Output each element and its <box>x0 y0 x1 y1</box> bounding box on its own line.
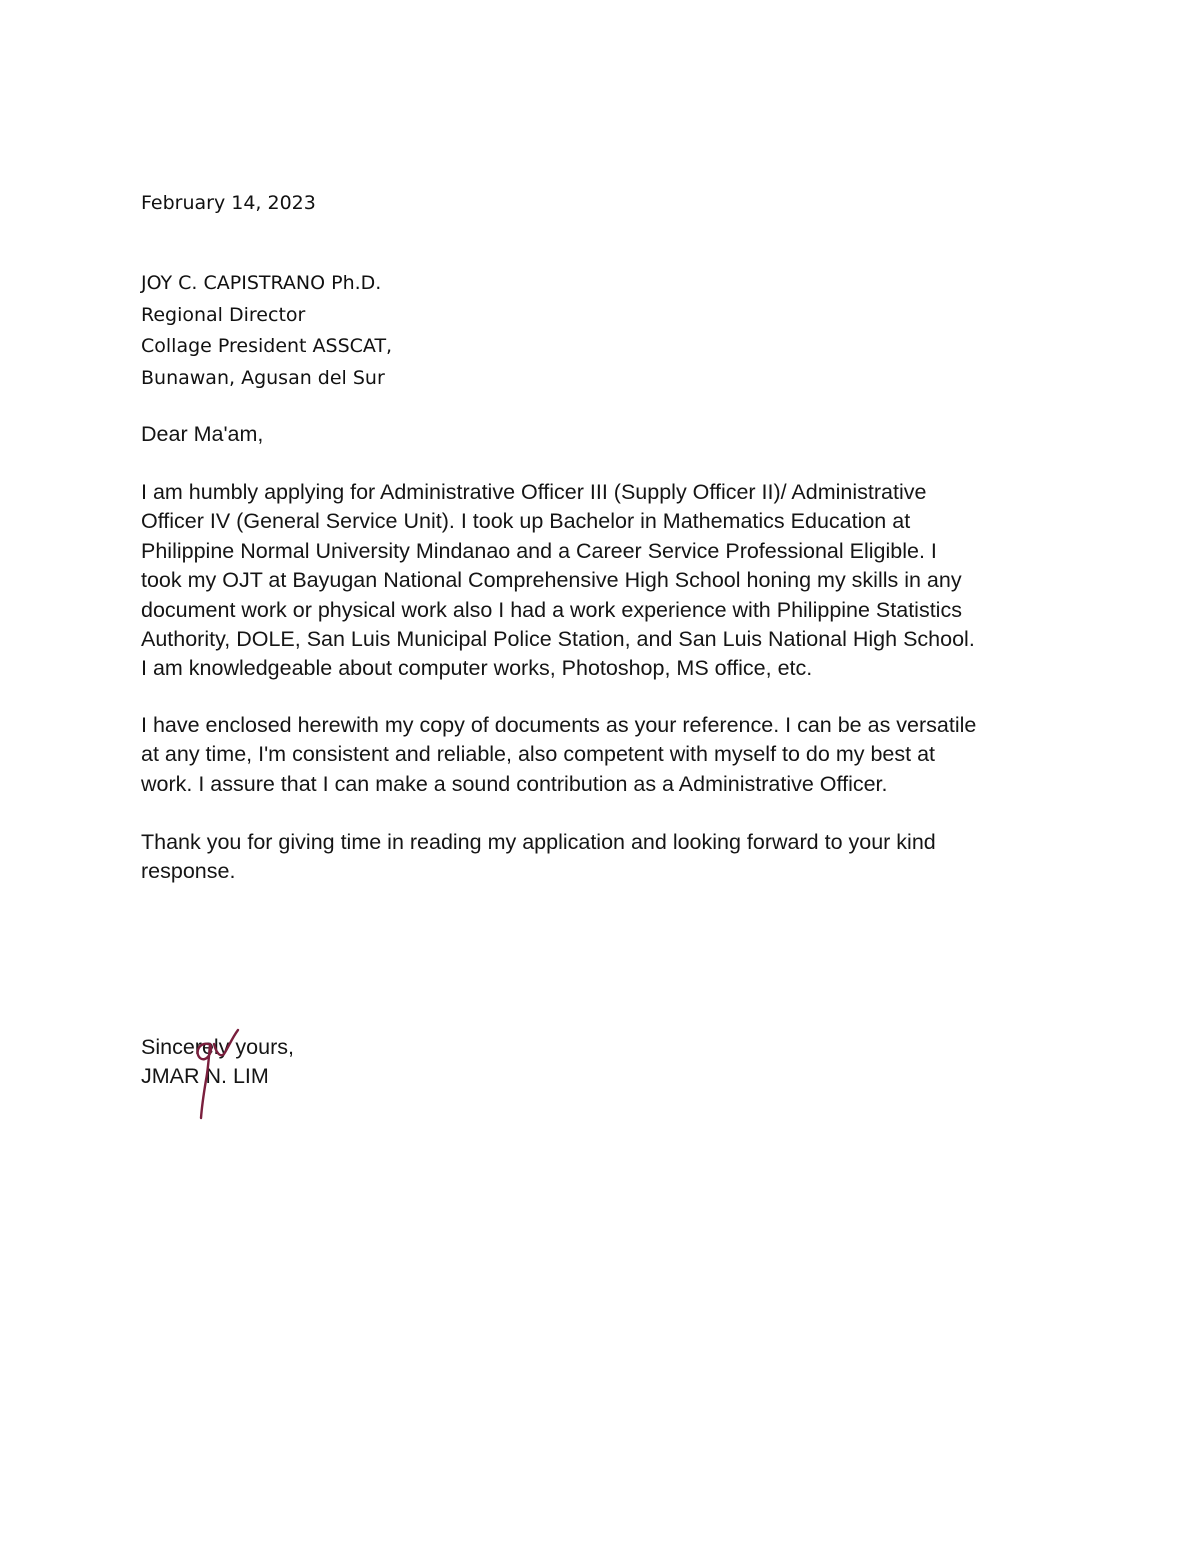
paragraph-line: document work or physical work also I had a work experience with Philippine Statistics <box>141 597 962 622</box>
salutation: Dear Ma'am, <box>141 422 264 446</box>
recipient-name: JOY C. CAPISTRANO Ph.D. <box>141 272 382 294</box>
signature-stroke <box>198 1044 212 1118</box>
paragraph-application <box>141 478 1071 684</box>
paragraph-enclosure <box>141 711 1071 799</box>
paragraph-line: I have enclosed herewith my copy of documents as your reference. I can be as versatile <box>141 713 977 737</box>
letter-date: February 14, 2023 <box>141 192 316 214</box>
paragraph-thanks <box>141 828 1071 887</box>
signature-stroke <box>214 1030 238 1055</box>
closing-phrase: Sincerely yours, <box>141 1035 294 1059</box>
paragraph-line: Authority, DOLE, San Luis Municipal Police Station, and San Luis National High School. <box>141 627 975 652</box>
paragraph-line: Philippine Normal University Mindanao and a Career Service Professional Eligible. I <box>141 538 937 563</box>
recipient-block <box>141 268 392 394</box>
recipient-address: Bunawan, Agusan del Sur <box>141 366 385 389</box>
paragraph-line: Thank you for giving time in reading my application and looking forward to your kind <box>141 830 936 854</box>
paragraph-line: work. I assure that I can make a sound contribution as a Administrative Officer. <box>141 771 888 796</box>
paragraph-line: at any time, I'm consistent and reliable, also competent with myself to do my best at <box>141 742 935 767</box>
paragraph-line: I am humbly applying for Administrative Officer III (Supply Officer II)/ Administrative <box>141 480 927 504</box>
paragraph-line: I am knowledgeable about computer works, Photoshop, MS office, etc. <box>141 656 813 681</box>
paragraph-line: took my OJT at Bayugan National Comprehensive High School honing my skills in any <box>141 568 962 593</box>
handwritten-signature <box>186 1022 246 1122</box>
signatory-name: JMAR N. LIM <box>141 1064 269 1089</box>
recipient-organization: Collage President ASSCAT, <box>141 335 393 357</box>
recipient-title: Regional Director <box>141 303 306 326</box>
paragraph-line: response. <box>141 859 236 884</box>
paragraph-line: Officer IV (General Service Unit). I took up Bachelor in Mathematics Education at <box>141 509 911 534</box>
